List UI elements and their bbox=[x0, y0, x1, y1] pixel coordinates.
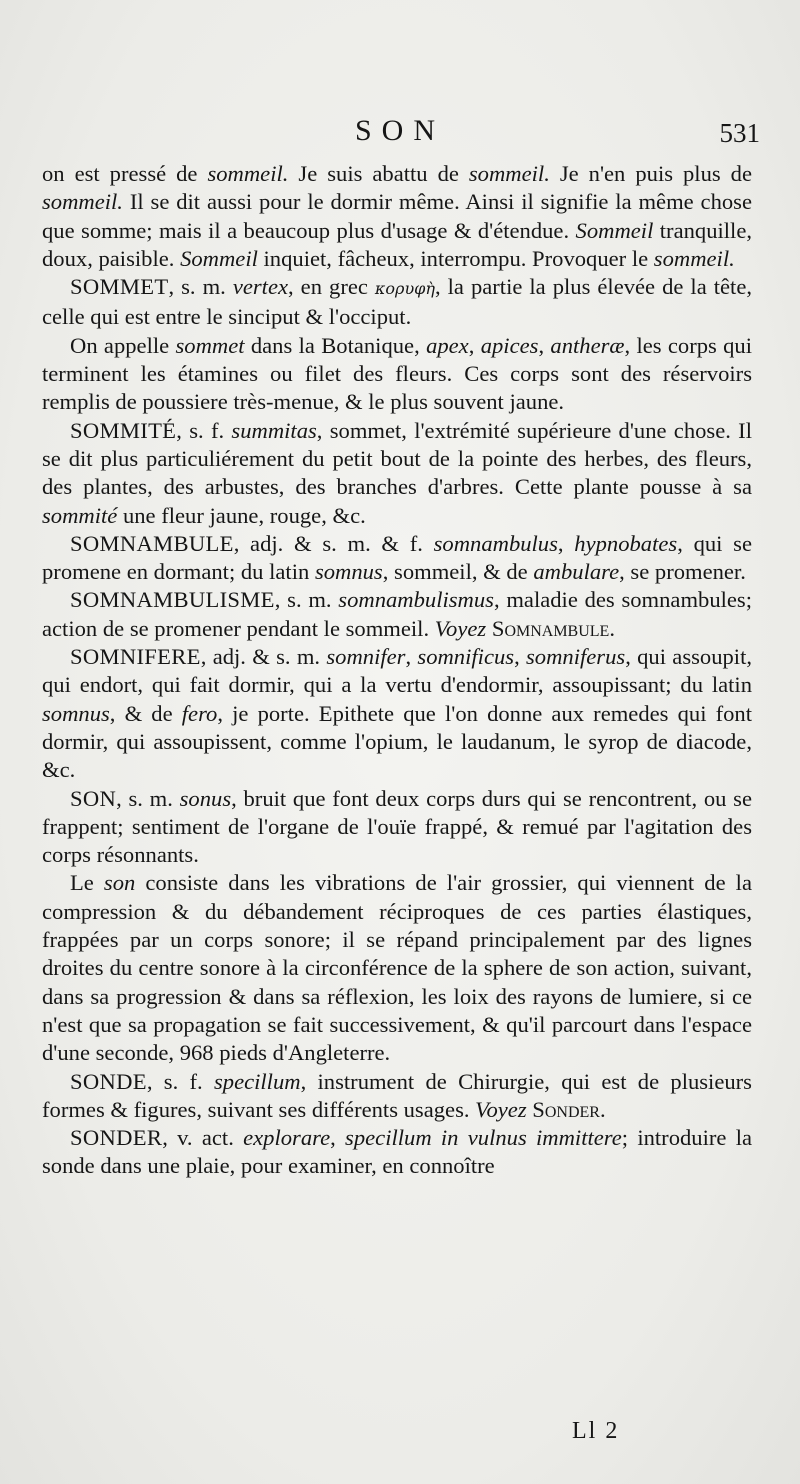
page-footer bbox=[0, 1418, 800, 1454]
continuation-paragraph: on est pressé de sommeil. Je suis abattu de sommeil. Je n'en puis plus de sommeil. Il se dit aussi pour le dormir même. Ainsi il signifie la même chose que somme; mais il a beaucoup plus d'usage & d'étendue. Sommeil tranquille, doux, paisible. Sommeil inquiet, fâcheux, interrompu. Provoquer le sommeil. bbox=[42, 161, 752, 271]
headword: SOMMET bbox=[70, 274, 169, 300]
entry-sommite: SOMMITÉ, s. f. summitas, sommet, l'extrémité supérieure d'une chose. Il se dit plus particuliérement du petit bout de la pointe des herbes, des fleurs, des plantes, des arbustes, des branches d'arbres. Cette plante pousse à sa sommité une fleur jaune, rouge, &c. bbox=[42, 417, 752, 528]
paragraph-sommet-botanique: On appelle sommet dans la Botanique, apex, apices, antheræ, les corps qui terminent les étamines ou filet des fleurs. Ces corps sont des réservoirs remplis de poussiere très-menue, & le plus souvent jaune. bbox=[42, 332, 753, 415]
entry-somnambule: SOMNAMBULE, adj. & s. m. & f. somnambulus, hypnobates, qui se promene en dormant; du latin somnus, sommeil, & de ambulare, se promener. bbox=[42, 530, 752, 585]
entry-somnifere: SOMNIFERE, adj. & s. m. somnifer, somnificus, somniferus, qui assoupit, qui endort, qui fait dormir, qui a la vertu d'endormir, assoupissant; du latin somnus, & de fero, je porte. Epithete que l'on donne aux remedes qui font dormir, qui assoupissent, comme l'opium, le laudanum, le syrop de diacode, &c. bbox=[42, 644, 753, 783]
running-head: SON bbox=[354, 114, 445, 147]
headword: SOMNAMBULE bbox=[70, 530, 234, 556]
cross-reference: Somnambule. bbox=[491, 615, 615, 641]
dictionary-text bbox=[42, 160, 752, 1181]
entry-sommet: SOMMET, s. m. vertex, en grec κορυφὴ, la partie la plus élevée de la tête, celle qui est entre le sinciput & l'occiput. bbox=[42, 274, 753, 330]
headword: SON bbox=[70, 785, 117, 811]
headword: SOMNAMBULISME bbox=[70, 587, 275, 613]
signature-mark: Ll 2 bbox=[572, 1418, 620, 1444]
page-number: 531 bbox=[719, 118, 760, 148]
headword: SOMNIFERE bbox=[70, 644, 201, 670]
entry-son: SON, s. m. sonus, bruit que font deux corps durs qui se rencontrent, ou se frappent; sentiment de l'organe de l'ouïe frappé, & remué par l'agitation des corps résonnants. bbox=[42, 785, 752, 868]
page-header bbox=[0, 114, 800, 154]
cross-reference: Sonder. bbox=[532, 1096, 606, 1122]
entry-sonder: SONDER, v. act. explorare, specillum in vulnus immittere; introduire la sonde dans une plaie, pour examiner, en connoître bbox=[42, 1125, 753, 1179]
headword: SONDER bbox=[70, 1125, 163, 1151]
greek-word: κορυφὴ bbox=[374, 279, 435, 299]
headword: SONDE bbox=[70, 1068, 147, 1094]
paragraph-son-vibrations: Le son consiste dans les vibrations de l'air grossier, qui viennent de la compression & du débandement réciproques de ces parties élastiques, frappées par un corps sonore; il se répand principalement par des lignes droites du centre sonore à la circonférence de la sphere de son action, suivant, dans sa progression & dans sa réflexion, les loix des rayons de lumiere, si ce n'est que sa propagation se fait successivement, & qu'il parcourt dans l'espace d'une seconde, 968 pieds d'Angleterre. bbox=[42, 870, 752, 1066]
entry-sonde: SONDE, s. f. specillum, instrument de Chirurgie, qui est de plusieurs formes & figures, suivant ses différents usages. Voyez Sonder. bbox=[42, 1068, 752, 1122]
headword: SOMMITÉ bbox=[70, 417, 177, 443]
entry-somnambulisme: SOMNAMBULISME, s. m. somnambulismus, maladie des somnambules; action de se promener pendant le sommeil. Voyez Somnambule. bbox=[42, 587, 752, 641]
